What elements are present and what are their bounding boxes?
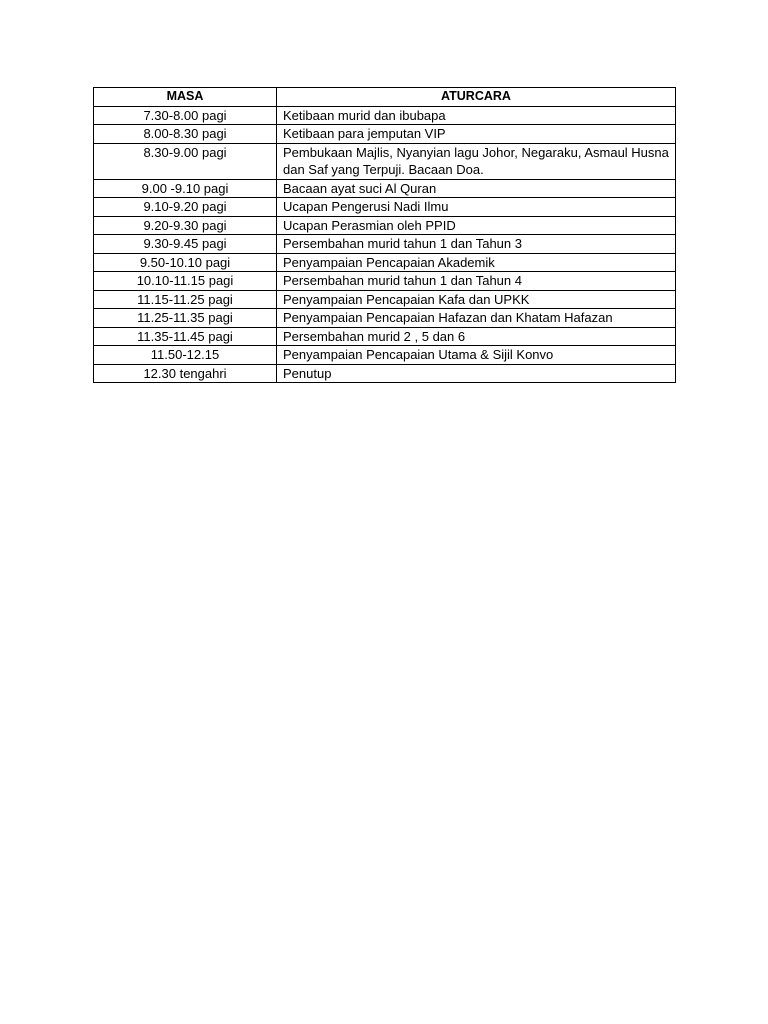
header-time: MASA: [94, 88, 277, 107]
header-row: [94, 88, 676, 107]
table-row: [94, 143, 676, 179]
event-cell: Penyampaian Pencapaian Akademik: [277, 253, 676, 272]
event-cell: Penyampaian Pencapaian Utama & Sijil Konvo: [277, 346, 676, 365]
time-cell: 11.50-12.15: [94, 346, 277, 365]
event-cell: Penyampaian Pencapaian Hafazan dan Khatam Hafazan: [277, 309, 676, 328]
table-row: [94, 327, 676, 346]
schedule-body: [94, 106, 676, 383]
event-cell: Persembahan murid tahun 1 dan Tahun 4: [277, 272, 676, 291]
event-cell: Ucapan Perasmian oleh PPID: [277, 216, 676, 235]
event-cell: Ketibaan para jemputan VIP: [277, 125, 676, 144]
table-row: [94, 235, 676, 254]
table-row: [94, 198, 676, 217]
time-cell: 9.50-10.10 pagi: [94, 253, 277, 272]
table-row: [94, 309, 676, 328]
table-row: [94, 346, 676, 365]
event-cell: Pembukaan Majlis, Nyanyian lagu Johor, Negaraku, Asmaul Husna dan Saf yang Terpuji. Bacaan Doa.: [277, 143, 676, 179]
time-cell: 7.30-8.00 pagi: [94, 106, 277, 125]
time-cell: 9.20-9.30 pagi: [94, 216, 277, 235]
event-cell: Penutup: [277, 364, 676, 383]
table-row: [94, 179, 676, 198]
time-cell: 11.35-11.45 pagi: [94, 327, 277, 346]
time-cell: 11.25-11.35 pagi: [94, 309, 277, 328]
event-cell: Ketibaan murid dan ibubapa: [277, 106, 676, 125]
time-cell: 8.30-9.00 pagi: [94, 143, 277, 179]
event-cell: Persembahan murid tahun 1 dan Tahun 3: [277, 235, 676, 254]
event-cell: Penyampaian Pencapaian Kafa dan UPKK: [277, 290, 676, 309]
time-cell: 12.30 tengahri: [94, 364, 277, 383]
time-cell: 9.10-9.20 pagi: [94, 198, 277, 217]
event-cell: Persembahan murid 2 , 5 dan 6: [277, 327, 676, 346]
time-cell: 11.15-11.25 pagi: [94, 290, 277, 309]
schedule-table: [93, 87, 676, 383]
table-row: [94, 290, 676, 309]
header-event: ATURCARA: [277, 88, 676, 107]
table-row: [94, 125, 676, 144]
table-row: [94, 272, 676, 291]
schedule-header: [94, 88, 676, 107]
time-cell: 10.10-11.15 pagi: [94, 272, 277, 291]
event-cell: Ucapan Pengerusi Nadi Ilmu: [277, 198, 676, 217]
time-cell: 9.30-9.45 pagi: [94, 235, 277, 254]
event-cell: Bacaan ayat suci Al Quran: [277, 179, 676, 198]
table-row: [94, 216, 676, 235]
table-row: [94, 253, 676, 272]
time-cell: 9.00 -9.10 pagi: [94, 179, 277, 198]
table-row: [94, 106, 676, 125]
table-row: [94, 364, 676, 383]
time-cell: 8.00-8.30 pagi: [94, 125, 277, 144]
